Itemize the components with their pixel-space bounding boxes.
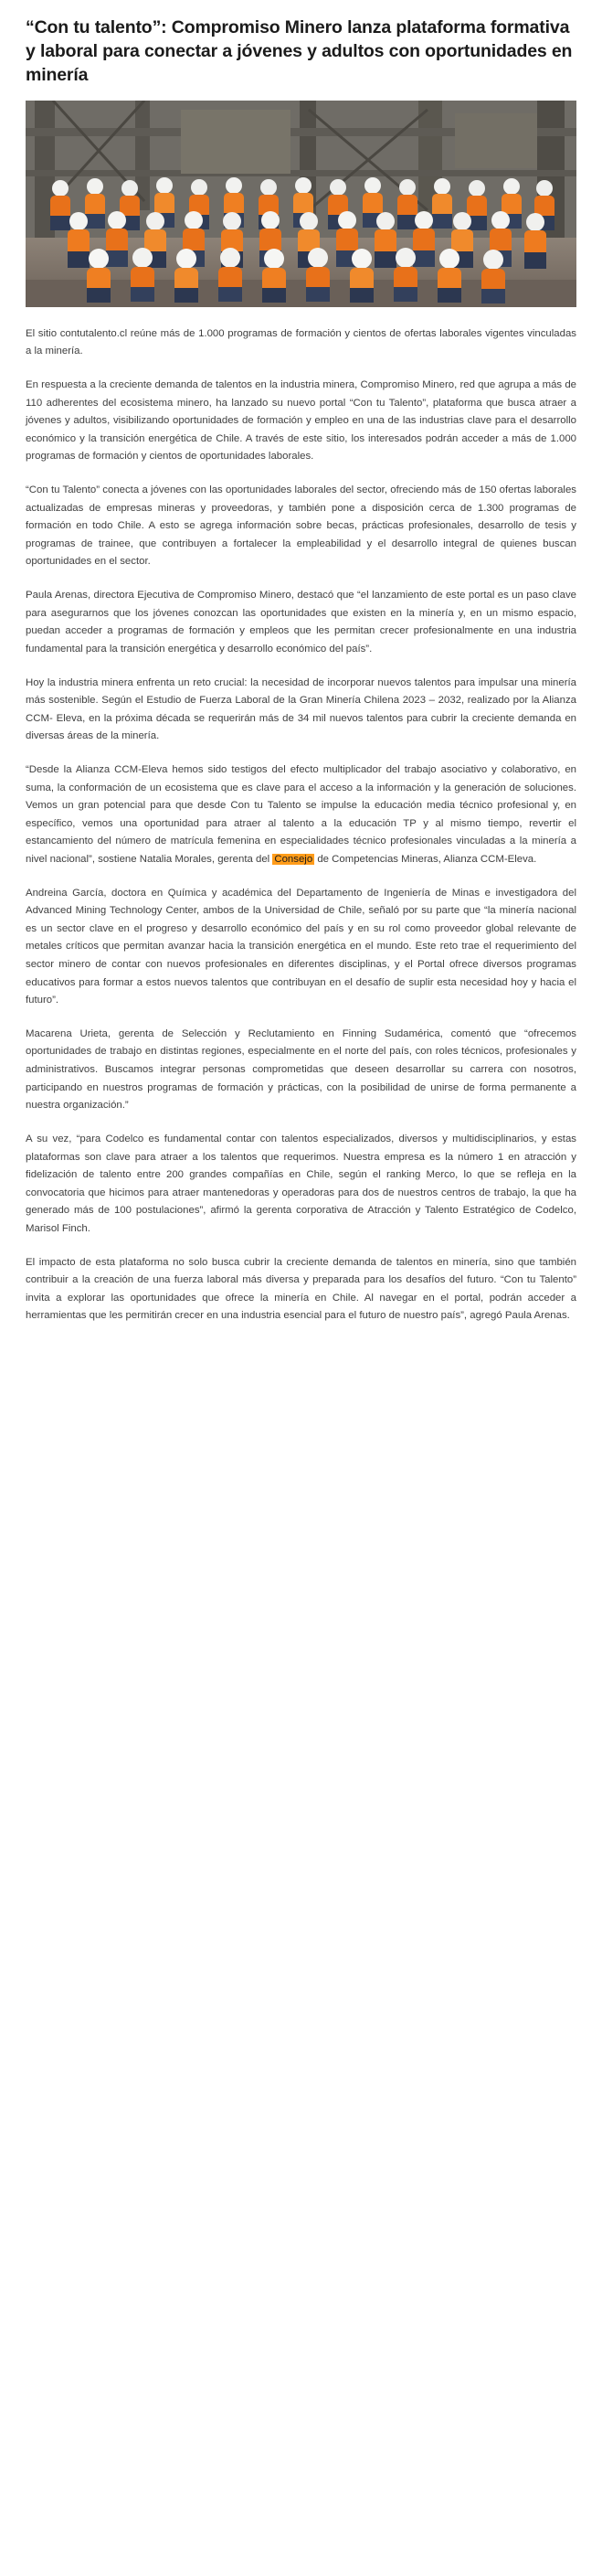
hero-illustration bbox=[26, 101, 576, 307]
article-paragraph: Andreina García, doctora en Química y académica del Departamento de Ingeniería de Minas e investigadora del Advanced Mining Technology Center, ambos de la Universidad de Chile, señaló por su parte que “la minería nacional es un sector clave en el progreso y desarrollo económico del país y en su rol como proveedor global relevante de metales críticos que permitan avanzar hacia la transición energética en el mundo. Este reto trae el requerimiento del sector minero de contar con nuevos profesionales en diferentes disciplinas, y el Portal ofrece diversos programas educativos para formar a estos nuevos talentos que contribuyan en el desafío de suplir esta necesidad hoy y hacia el futuro”. bbox=[26, 887, 576, 1006]
quote-text-after: de Competencias Mineras, Alianza CCM-Eleva. bbox=[314, 854, 537, 865]
article-paragraph-with-highlight bbox=[26, 761, 576, 869]
article-paragraph: “Con tu Talento” conecta a jóvenes con las oportunidades laborales del sector, ofreciendo más de 150 ofertas laborales actualizadas de empresas mineras y proveedoras, y también pone a disposición cerca de 1.300 programas de formación en todo Chile. A esto se agrega información sobre becas, prácticas profesionales, desarrollo de tesis y programas de trainee, que contribuyen a fortalecer la empleabilidad y el desarrollo integral de quienes buscan oportunidades en el sector. bbox=[26, 484, 576, 568]
article-paragraph: En respuesta a la creciente demanda de talentos en la industria minera, Compromiso Minero, red que agrupa a más de 110 adherentes del ecosistema minero, ha lanzado su nuevo portal “Con tu Talento”, plataforma que busca atraer a jóvenes y adultos, visibilizando oportunidades de formación y empleo en una de las industrias clave para el desarrollo económico y la transición energética de Chile. A través de este sitio, los interesados podrán acceder a más de 1.000 programas de formación y cientos de oportunidades laborales. bbox=[26, 378, 576, 463]
hero-image bbox=[26, 101, 576, 307]
article-paragraph: El impacto de esta plataforma no solo busca cubrir la creciente demanda de talentos en minería, sino que también contribuir a la creación de una fuerza laboral más diversa y preparada para los desafíos del futuro. “Con tu Talento” invita a explorar las oportunidades que ofrece la minería en Chile. Al navegar en el portal, podrán acceder a herramientas que les permitirán crecer en una industria esencial para el futuro de nuestro país”, agregó Paula Arenas. bbox=[26, 1256, 576, 1322]
highlighted-term: Consejo bbox=[274, 854, 313, 865]
article-paragraph: El sitio contutalento.cl reúne más de 1.000 programas de formación y cientos de ofertas laborales vigentes vinculadas a la minería. bbox=[26, 327, 576, 357]
article-paragraph: Hoy la industria minera enfrenta un reto crucial: la necesidad de incorporar nuevos talentos para impulsar una minería más sostenible. Según el Estudio de Fuerza Laboral de la Gran Minería Chilena 2023 – 2032, realizado por la Alianza CCM- Eleva, en la próxima década se requerirán más de 34 mil nuevos talentos para cubrir la creciente demanda en diversas áreas de la minería. bbox=[26, 676, 576, 742]
page-title: “Con tu talento”: Compromiso Minero lanza plataforma formativa y laboral para conectar a jóvenes y adultos con oportunidades en minería bbox=[26, 17, 573, 85]
article-paragraph: Macarena Urieta, gerenta de Selección y Reclutamiento en Finning Sudamérica, comentó que “ofrecemos oportunidades de trabajo en distintas regiones, especialmente en el norte del país, con roles técnicos, profesionales y administrativos. Buscamos integrar personas comprometidas que deseen desarrollar su carrera con nosotros, participando en nuestros programas de formación y prácticas, con la posibilidad de unirse de forma permanente a nuestra organización.” bbox=[26, 1027, 576, 1112]
article-paragraph: Paula Arenas, directora Ejecutiva de Compromiso Minero, destacó que “el lanzamiento de este portal es un paso clave para asegurarnos que los jóvenes conozcan las oportunidades que existen en la minería y, en un mismo espacio, puedan acceder a programas de formación y empleos que les permitan crecer profesionalmente en una industria fundamental para la transición energética y desarrollo económico del país”. bbox=[26, 590, 576, 655]
article-paragraph: A su vez, “para Codelco es fundamental contar con talentos especializados, diversos y multidisciplinarios, y estas plataformas son clave para atraer a los talentos que requerimos. Nuestra empresa es la número 1 en atracción y fidelización de talento entre 200 grandes compañías en Chile, según el ranking Merco, lo que se refleja en la convocatoria que hicimos para atraer mantenedoras y operadoras para dos de nuestros centros de trabajo, la que ha generado más de 100 postulaciones”, afirmó la gerenta corporativa de Atracción y Talento Estratégico de Codelco, Marisol Finch. bbox=[26, 1133, 576, 1234]
quote-text-before: “Desde la Alianza CCM-Eleva hemos sido testigos del efecto multiplicador del trabajo asociativo y colaborativo, en suma, la conformación de un ecosistema que es clave para el acceso a la información y la generación de soluciones. Vemos un gran potencial para que desde Con tu Talento se impulse la educación media técnico profesional y, en específico, vemos una oportunidad para atraer al talento a la educación TP y al mismo tiempo, revertir el estancamiento del número de matrícula femenina en especialidades técnico profesionales vinculadas a la minería a nivel nacional”, sostiene Natalia Morales, gerenta del bbox=[26, 763, 576, 865]
